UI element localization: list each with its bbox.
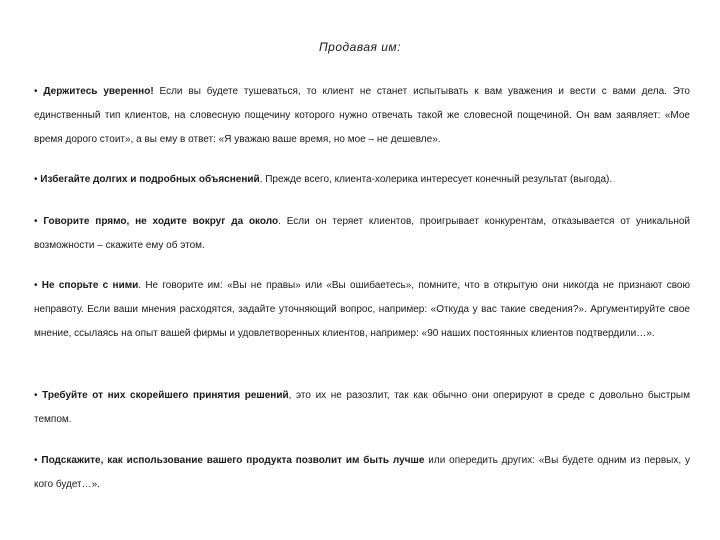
paragraph-6-text: или опередить других: «Вы будете одним из первых, у кого будет…». <box>34 455 690 490</box>
paragraph-3-text: . Если он теряет клиентов, проигрывает конкурентам, отказывается от уникальной возможности – скажите ему об этом. <box>34 216 690 251</box>
paragraph-5-lead: Требуйте от них скорейшего принятия решений <box>42 390 289 401</box>
paragraph-4 <box>34 274 690 346</box>
page-title: Продавая им: <box>318 40 401 54</box>
bullet: • <box>34 86 38 97</box>
paragraph-6-lead: Подскажите, как использование вашего продукта позволит им быть лучше <box>41 455 425 466</box>
paragraph-6 <box>34 449 690 497</box>
paragraph-2-text: . Прежде всего, клиента-холерика интересует конечный результат (выгода). <box>259 174 613 185</box>
bullet: • <box>34 174 38 185</box>
paragraph-3-lead: Говорите прямо, не ходите вокруг да около <box>43 216 279 227</box>
paragraph-1-text: Если вы будете тушеваться, то клиент не станет испытывать к вам уважения и вести с вами дела. Это единственный тип клиентов, на словесную пощечину которого нужно отвечать такой же словесной пощечиной. Он вам заявляет: «Мое время дорого стоит», а вы ему в ответ: «Я уважаю ваше время, но мое – не дешевле». <box>34 86 690 145</box>
paragraph-4-lead: Не спорьте с ними <box>41 280 139 291</box>
paragraph-1 <box>34 80 690 152</box>
bullet: • <box>34 455 38 466</box>
bullet: • <box>34 216 38 227</box>
bullet: • <box>34 390 38 401</box>
paragraph-3 <box>34 210 690 258</box>
paragraph-5 <box>34 384 690 432</box>
bullet: • <box>34 280 38 291</box>
paragraph-2-lead: Избегайте долгих и подробных объяснений <box>40 174 260 185</box>
paragraph-1-lead: Держитесь уверенно! <box>43 86 154 97</box>
paragraph-2 <box>34 168 690 192</box>
paragraph-4-text: . Не говорите им: «Вы не правы» или «Вы ошибаетесь», помните, что в открытую они никогда не признают свою неправоту. Если ваши мнения расходятся, задайте уточняющий вопрос, например: «Откуда у вас такие сведения?». Аргументируйте свое мнение, ссылаясь на опыт вашей фирмы и удовлетворенных клиентов, например: «90 наших постоянных клиентов подтвердили…». <box>34 280 690 339</box>
paragraph-5-text: , это их не разозлит, так как обычно они оперируют в среде с довольно быстрым темпом. <box>34 390 690 425</box>
